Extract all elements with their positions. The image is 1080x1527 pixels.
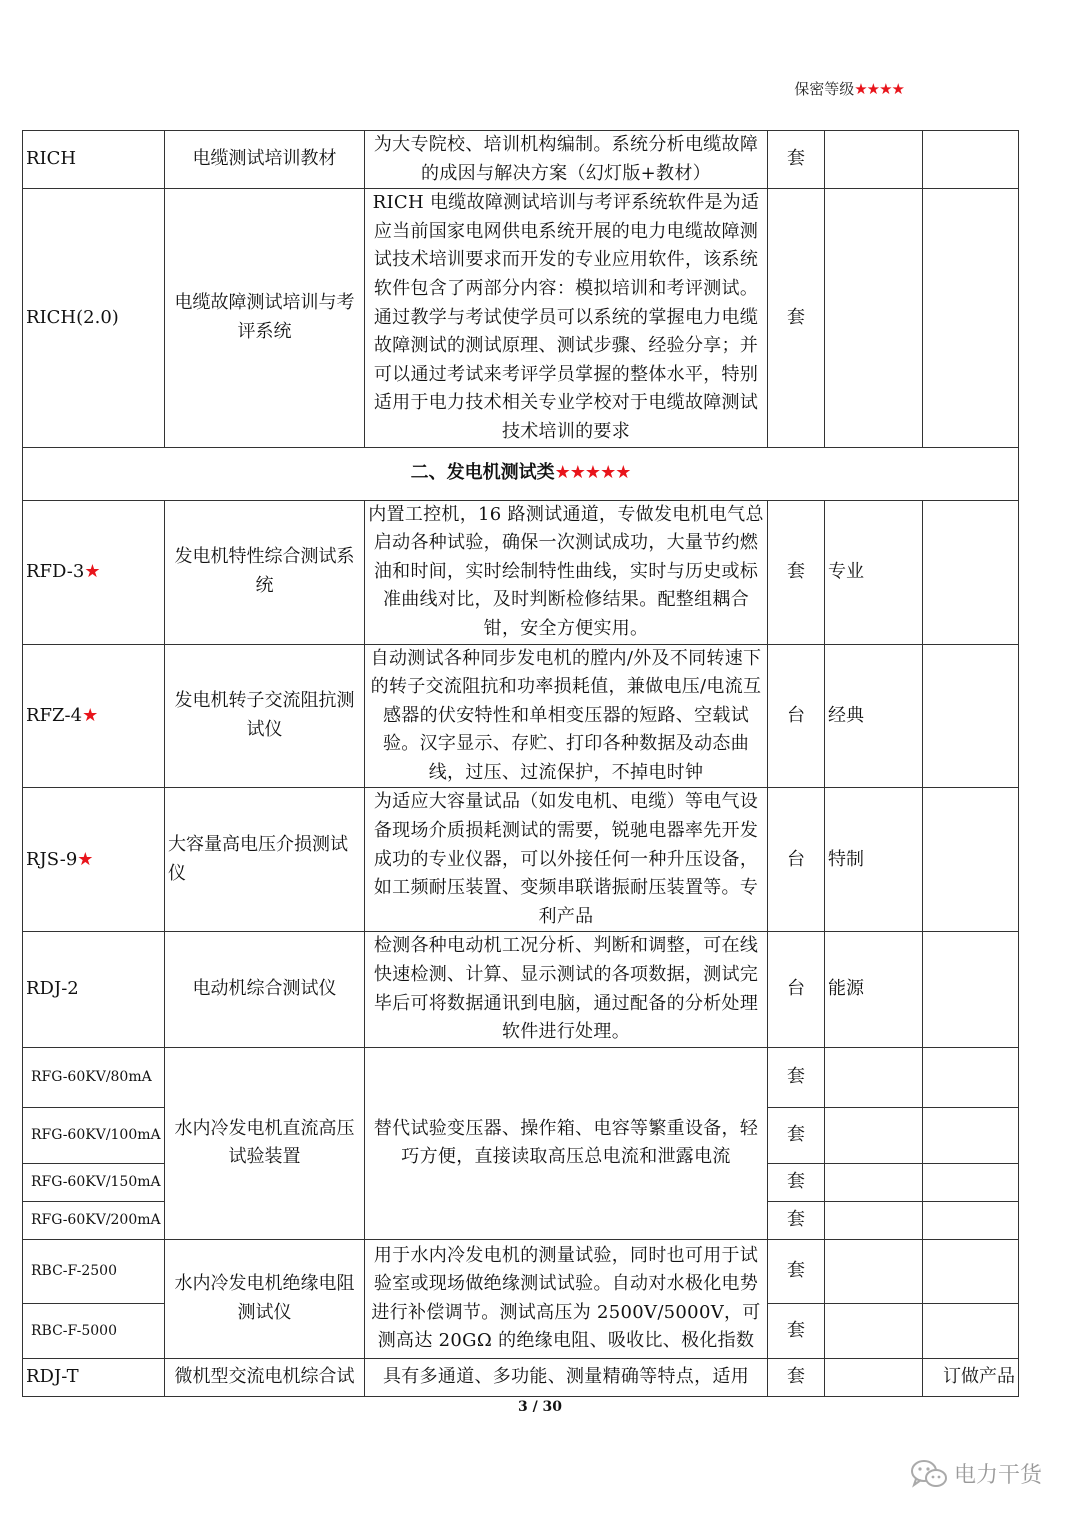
model-cell: RBC-F-2500 — [23, 1239, 165, 1303]
product-table — [22, 130, 1019, 1397]
remark-cell — [825, 1239, 923, 1303]
description-cell: 检测各种电动机工况分析、判断和调整，可在线快速检测、计算、显示测试的各项数据，测试完毕后可将数据通讯到电脑，通过配备的分析处理软件进行处理。 — [365, 932, 768, 1047]
table-row — [23, 189, 1019, 447]
model-cell: RFG-60KV/150mA — [23, 1163, 165, 1201]
model-cell: RICH — [23, 131, 165, 189]
star-icon: ★ — [84, 560, 101, 582]
note-cell — [923, 1303, 1019, 1358]
table-row — [23, 932, 1019, 1047]
remark-cell: 能源 — [825, 932, 923, 1047]
security-level-stars: ★★★★ — [854, 80, 904, 98]
model-code: RDJ-2 — [26, 978, 79, 1000]
remark-cell — [825, 1163, 923, 1201]
model-cell: RFG-60KV/80mA — [23, 1047, 165, 1107]
unit-cell: 套 — [768, 1358, 825, 1396]
unit-cell: 套 — [768, 1163, 825, 1201]
remark-cell: 特制 — [825, 788, 923, 932]
unit-cell: 套 — [768, 189, 825, 447]
remark-cell — [825, 131, 923, 189]
description-cell: 为大专院校、培训机构编制。系统分析电缆故障的成因与解决方案（幻灯版+教材） — [365, 131, 768, 189]
product-name-cell: 发电机转子交流阻抗测试仪 — [165, 644, 365, 788]
unit-cell: 台 — [768, 644, 825, 788]
watermark-text: 电力干货 — [953, 1463, 1042, 1488]
note-cell: 订做产品 — [923, 1358, 1019, 1396]
table-row — [23, 788, 1019, 932]
model-cell — [23, 788, 165, 932]
note-cell — [923, 1107, 1019, 1163]
remark-cell: 经典 — [825, 644, 923, 788]
description-cell: 用于水内冷发电机的测量试验，同时也可用于试验室或现场做绝缘测试试验。自动对水极化电势进行补偿调节。测试高压为 2500V/5000V，可测高达 20GΩ 的绝缘电阻、吸收比、极化指数 — [365, 1239, 768, 1358]
remark-cell — [825, 1303, 923, 1358]
model-cell: RICH(2.0) — [23, 189, 165, 447]
table-row — [23, 1239, 1019, 1303]
model-cell — [23, 500, 165, 644]
star-icon: ★ — [82, 704, 99, 726]
product-name-cell: 微机型交流电机综合试 — [165, 1358, 365, 1396]
remark-cell — [825, 1358, 923, 1396]
remark-cell — [825, 1047, 923, 1107]
section-heading — [23, 447, 1019, 500]
description-cell: 具有多通道、多功能、测量精确等特点，适用 — [365, 1358, 768, 1396]
unit-cell: 套 — [768, 1047, 825, 1107]
remark-cell — [825, 1107, 923, 1163]
model-code: RJS-9 — [26, 848, 78, 870]
note-cell — [923, 932, 1019, 1047]
model-cell: RBC-F-5000 — [23, 1303, 165, 1358]
section-title: 二、发电机测试类 — [410, 462, 555, 484]
note-cell — [923, 644, 1019, 788]
description-cell: 替代试验变压器、操作箱、电容等繁重设备，轻巧方便，直接读取高压总电流和泄露电流 — [365, 1047, 768, 1239]
product-name-cell: 电缆故障测试培训与考评系统 — [165, 189, 365, 447]
note-cell — [923, 189, 1019, 447]
table-row — [23, 500, 1019, 644]
note-cell — [923, 131, 1019, 189]
table-row — [23, 131, 1019, 189]
note-cell — [923, 1239, 1019, 1303]
unit-cell: 台 — [768, 932, 825, 1047]
product-name-cell: 水内冷发电机绝缘电阻测试仪 — [165, 1239, 365, 1358]
security-level-label: 保密等级 — [794, 80, 855, 98]
model-code: RFD-3 — [26, 560, 85, 582]
model-cell: RFG-60KV/200mA — [23, 1201, 165, 1239]
model-cell: RFG-60KV/100mA — [23, 1107, 165, 1163]
section-stars: ★★★★★ — [554, 462, 631, 484]
remark-cell: 专业 — [825, 500, 923, 644]
model-cell — [23, 932, 165, 1047]
unit-cell: 套 — [768, 131, 825, 189]
product-name-cell: 发电机特性综合测试系统 — [165, 500, 365, 644]
note-cell — [923, 1201, 1019, 1239]
security-level — [794, 78, 904, 99]
remark-cell — [825, 189, 923, 447]
unit-cell: 套 — [768, 1201, 825, 1239]
unit-cell: 套 — [768, 1303, 825, 1358]
description-cell: RICH 电缆故障测试培训与考评系统软件是为适应当前国家电网供电系统开展的电力电缆故障测试技术培训要求而开发的专业应用软件，该系统软件包含了两部分内容：模拟培训和考评测试。通过教学与考试使学员可以系统的掌握电力电缆故障测试的测试原理、测试步骤、经验分享；并可以通过考试来考评学员掌握的整体水平，特别适用于电力技术相关专业学校对于电缆故障测试技术培训的要求 — [365, 189, 768, 447]
product-name-cell: 大容量高电压介损测试仪 — [165, 788, 365, 932]
remark-cell — [825, 1201, 923, 1239]
note-cell — [923, 1163, 1019, 1201]
wechat-icon — [910, 1459, 948, 1489]
table-row — [23, 1358, 1019, 1396]
note-cell — [923, 788, 1019, 932]
page-number: 3 / 30 — [517, 1399, 563, 1415]
table-row — [23, 644, 1019, 788]
description-cell: 自动测试各种同步发电机的膛内/外及不同转速下的转子交流阻抗和功率损耗值，兼做电压/电流互感器的伏安特性和单相变压器的短路、空载试验。汉字显示、存贮、打印各种数据及动态曲线，过压、过流保护，不掉电时钟 — [365, 644, 768, 788]
product-name-cell: 水内冷发电机直流高压试验装置 — [165, 1047, 365, 1239]
table-row — [23, 1047, 1019, 1107]
unit-cell: 套 — [768, 500, 825, 644]
note-cell — [923, 500, 1019, 644]
model-cell: RDJ-T — [23, 1358, 165, 1396]
description-cell: 为适应大容量试品（如发电机、电缆）等电气设备现场介质损耗测试的需要，锐驰电器率先开发成功的专业仪器，可以外接任何一种升压设备，如工频耐压装置、变频串联谐振耐压装置等。专利产品 — [365, 788, 768, 932]
model-code: RFZ-4 — [26, 704, 83, 726]
product-name-cell: 电动机综合测试仪 — [165, 932, 365, 1047]
unit-cell: 套 — [768, 1107, 825, 1163]
section-row — [23, 447, 1019, 500]
watermark — [910, 1458, 1042, 1489]
model-cell — [23, 644, 165, 788]
product-name-cell: 电缆测试培训教材 — [165, 131, 365, 189]
note-cell — [923, 1047, 1019, 1107]
description-cell: 内置工控机，16 路测试通道，专做发电机电气总启动各种试验，确保一次测试成功，大量节约燃油和时间，实时绘制特性曲线，实时与历史或标准曲线对比，及时判断检修结果。配整组耦合钳，安全方便实用。 — [365, 500, 768, 644]
unit-cell: 套 — [768, 1239, 825, 1303]
star-icon: ★ — [77, 848, 94, 870]
unit-cell: 台 — [768, 788, 825, 932]
